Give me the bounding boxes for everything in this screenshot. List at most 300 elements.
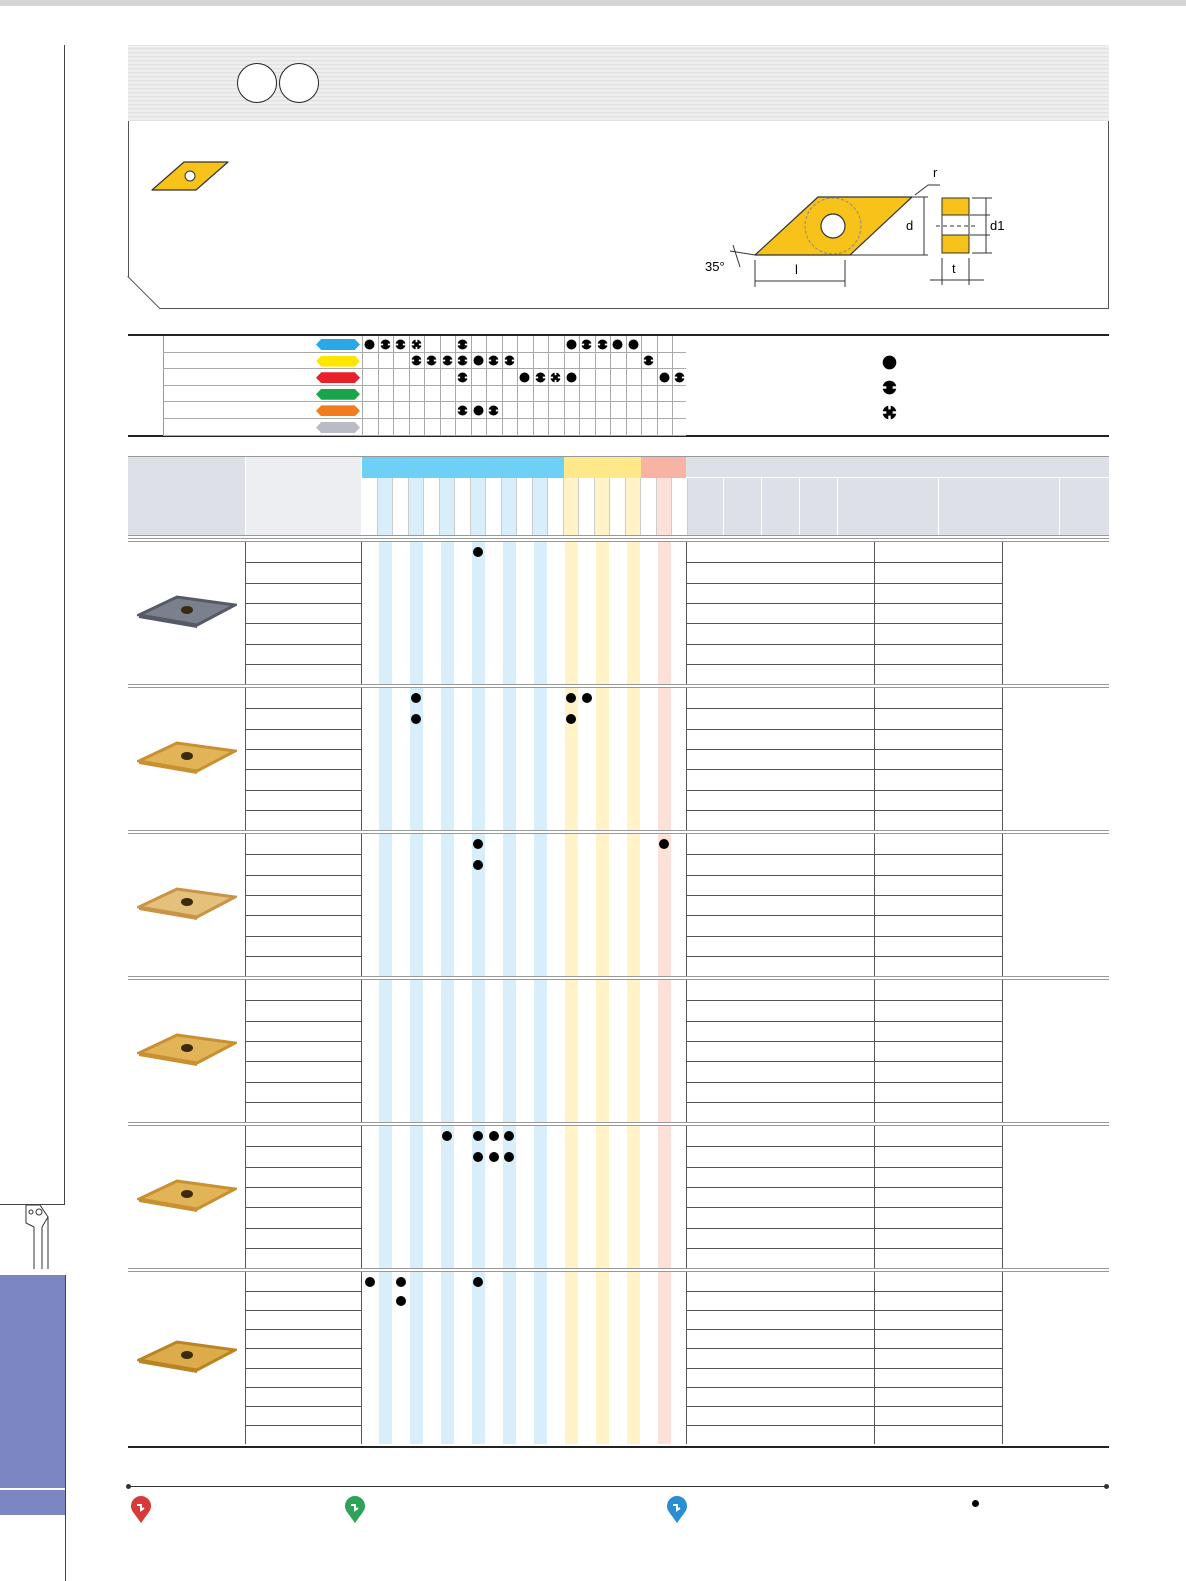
grade-column-stripe (534, 542, 548, 685)
table-row (245, 1021, 362, 1022)
group-top-rule-2 (128, 1271, 1109, 1272)
group-top-rule-2 (128, 1125, 1109, 1126)
blue-arrow-pin-icon (666, 1496, 688, 1524)
grade-column-stripe (534, 834, 548, 977)
grade-group-bar (362, 457, 564, 478)
table-row (245, 1387, 362, 1388)
grade-column-stripe (658, 1272, 672, 1444)
workpiece-color-tag (316, 422, 360, 433)
legend-grid-line (502, 336, 503, 435)
table-row (686, 915, 1002, 916)
grade-column-stripe (596, 688, 610, 831)
grade-column-stripe (441, 542, 455, 685)
filled-circle-icon (882, 355, 897, 370)
table-row (686, 1329, 1002, 1330)
split-circle-icon (395, 339, 406, 350)
table-row (245, 1310, 362, 1311)
footer-rule-start (126, 1484, 131, 1489)
label-d1: d1 (990, 218, 1005, 233)
table-row (245, 1000, 362, 1001)
grade-column-header (579, 478, 595, 535)
table-row (686, 583, 1002, 584)
split-circle-icon (411, 355, 422, 366)
filled-circle-icon (473, 355, 484, 366)
table-header-bottom-rule (128, 535, 1109, 536)
grade-column-stripe (472, 1126, 486, 1269)
dims-col-divider (686, 1126, 687, 1269)
table-row (686, 1102, 1002, 1103)
dims-col-divider (686, 688, 687, 831)
grade-column-stripe (410, 1272, 424, 1444)
grade-column-stripe (441, 688, 455, 831)
legend-grid-line (579, 336, 580, 435)
right-col-divider (1002, 980, 1003, 1123)
grade-column-header (486, 478, 502, 535)
right-col-divider (1002, 1126, 1003, 1269)
grade-column-stripe (503, 542, 517, 685)
grade-availability-dot (396, 1296, 406, 1306)
filled-circle-icon (473, 405, 484, 416)
grade-column-stripe (627, 980, 641, 1123)
right-col-divider (1002, 834, 1003, 977)
table-row (686, 875, 1002, 876)
grade-column-stripe (596, 542, 610, 685)
table-row (245, 1207, 362, 1208)
table-row (245, 1228, 362, 1229)
grade-availability-dot (489, 1131, 499, 1141)
grade-column-header (424, 478, 440, 535)
top-bar (0, 0, 1186, 6)
grade-column-stripe (658, 980, 672, 1123)
grade-column-header (378, 478, 394, 535)
grade-column-stripe (627, 542, 641, 685)
grade-availability-dot (504, 1152, 514, 1162)
grade-column-header (626, 478, 642, 535)
grade-column-header (440, 478, 456, 535)
grade-col-divider (361, 834, 362, 977)
table-row (245, 729, 362, 730)
table-header-right (1002, 457, 1109, 535)
cross-circle-icon (411, 339, 422, 350)
grade-column-stripe (503, 1272, 517, 1444)
table-row (686, 1348, 1002, 1349)
grade-column-header (502, 478, 518, 535)
grade-column-stripe (627, 688, 641, 831)
grade-availability-dot (396, 1277, 406, 1287)
grade-column-stripe (534, 688, 548, 831)
left-rule (65, 1275, 66, 1581)
table-row (245, 664, 362, 665)
grade-column-stripe (441, 834, 455, 977)
table-row (245, 854, 362, 855)
dim-col-divider (723, 478, 724, 535)
grade-column-stripe (472, 834, 486, 977)
grade-availability-dot (365, 1277, 375, 1287)
legend-grid-line (548, 336, 549, 435)
code-col-divider (245, 1272, 246, 1444)
split-circle-icon (674, 372, 685, 383)
grade-column-stripe (379, 688, 393, 831)
extra-col-divider (874, 688, 875, 831)
table-row (686, 895, 1002, 896)
legend-grid-line (471, 336, 472, 435)
grade-column-stripe (658, 542, 672, 685)
split-circle-icon (457, 405, 468, 416)
legend-grid-line (378, 336, 379, 435)
split-circle-icon (426, 355, 437, 366)
table-row (686, 1021, 1002, 1022)
grade-column-stripe (565, 1272, 579, 1444)
label-angle: 35° (705, 259, 725, 274)
legend-grid-line (424, 336, 425, 435)
insert-photo (137, 593, 237, 629)
legend-grid-line (486, 336, 487, 435)
grade-column-stripe (596, 834, 610, 977)
grade-column-stripe (379, 834, 393, 977)
grade-column-header (409, 478, 425, 535)
label-r: r (933, 165, 938, 180)
insert-photo (137, 885, 237, 921)
grade-column-stripe (534, 1126, 548, 1269)
grade-group-bar (641, 457, 688, 478)
table-row (686, 1082, 1002, 1083)
split-circle-icon (488, 355, 499, 366)
table-row (245, 769, 362, 770)
table-row (686, 1000, 1002, 1001)
grade-column-stripe (410, 834, 424, 977)
code-col-divider (245, 834, 246, 977)
legend-grid-line (657, 336, 658, 435)
workpiece-color-tag (316, 405, 360, 416)
table-row (245, 956, 362, 957)
label-t: t (952, 261, 956, 276)
workpiece-color-tag (316, 389, 360, 400)
grade-column-stripe (379, 980, 393, 1123)
table-row (245, 623, 362, 624)
cross-circle-icon (882, 405, 897, 420)
grade-col-divider (361, 1126, 362, 1269)
table-row (686, 1248, 1002, 1249)
insert-dimension-diagram (700, 165, 1030, 290)
table-row (686, 1146, 1002, 1147)
filled-circle-icon (612, 339, 623, 350)
header-divider (245, 457, 246, 535)
legend-grid-line (564, 336, 565, 435)
workpiece-color-tag (316, 372, 360, 383)
insert-photo (137, 1031, 237, 1067)
grade-column-stripe (534, 1272, 548, 1444)
group-top-rule-2 (128, 833, 1109, 834)
grade-column-header (548, 478, 564, 535)
right-col-divider (1059, 478, 1060, 535)
table-row (686, 623, 1002, 624)
grade-availability-dot (473, 860, 483, 870)
grade-column-stripe (565, 980, 579, 1123)
table-row (686, 644, 1002, 645)
extra-col-divider (874, 542, 875, 685)
footer-rule-end (1104, 1484, 1109, 1489)
table-row (686, 790, 1002, 791)
grade-column-stripe (410, 688, 424, 831)
insert-photo (137, 739, 237, 775)
grade-availability-dot (411, 714, 421, 724)
table-row (686, 1187, 1002, 1188)
filled-circle-icon (628, 339, 639, 350)
group-top-rule (128, 976, 1109, 977)
grade-column-header (533, 478, 549, 535)
dim-col-divider (837, 478, 838, 535)
table-row (686, 1291, 1002, 1292)
split-circle-icon (597, 339, 608, 350)
table-row (686, 810, 1002, 811)
table-top-rule (128, 456, 1109, 457)
table-row (686, 1167, 1002, 1168)
table-row (245, 1425, 362, 1426)
grade-column-stripe (565, 834, 579, 977)
right-col-divider (1002, 1272, 1003, 1444)
split-circle-icon (882, 380, 897, 395)
grade-column-header (595, 478, 611, 535)
section-tab[interactable] (0, 1275, 66, 1515)
grade-column-stripe (503, 1126, 517, 1269)
insert-shape-icon (150, 160, 232, 194)
table-row (245, 1187, 362, 1188)
dim-col-divider (761, 478, 762, 535)
table-row (245, 1041, 362, 1042)
table-row (686, 603, 1002, 604)
table-row (686, 769, 1002, 770)
split-circle-icon (643, 355, 654, 366)
extra-col-divider (874, 834, 875, 977)
table-row (245, 875, 362, 876)
grade-column-stripe (596, 1272, 610, 1444)
legend-grid-line (672, 336, 673, 435)
legend-grid-line (393, 336, 394, 435)
legend-grid-line (610, 336, 611, 435)
grade-column-stripe (534, 980, 548, 1123)
table-bottom-rule (128, 1446, 1109, 1448)
grade-col-divider (361, 542, 362, 685)
red-arrow-pin-icon (130, 1496, 152, 1524)
grade-column-stripe (596, 980, 610, 1123)
group-top-rule (128, 684, 1109, 685)
footer-rule (128, 1486, 1109, 1487)
split-circle-icon (488, 405, 499, 416)
grade-column-stripe (627, 1126, 641, 1269)
grade-column-stripe (379, 1126, 393, 1269)
table-row (686, 1368, 1002, 1369)
table-row (245, 644, 362, 645)
workpiece-color-tag (316, 339, 360, 350)
table-row (686, 1387, 1002, 1388)
grade-column-stripe (596, 1126, 610, 1269)
grade-column-header (362, 478, 378, 535)
table-row (245, 749, 362, 750)
table-row (686, 708, 1002, 709)
grade-column-header (641, 478, 657, 535)
group-top-rule (128, 538, 1109, 539)
group-top-rule-2 (128, 687, 1109, 688)
label-d: d (906, 218, 914, 233)
right-col-divider (1002, 688, 1003, 831)
table-row (686, 1061, 1002, 1062)
grade-column-stripe (441, 1272, 455, 1444)
grade-column-header (657, 478, 673, 535)
grade-column-stripe (503, 980, 517, 1123)
grade-column-stripe (503, 688, 517, 831)
legend-grid-line (533, 336, 534, 435)
dim-col-divider (799, 478, 800, 535)
group-top-rule-2 (128, 979, 1109, 980)
grade-column-stripe (627, 1272, 641, 1444)
table-row (686, 936, 1002, 937)
grade-column-stripe (658, 1126, 672, 1269)
table-row (245, 1248, 362, 1249)
dot-icon (972, 1500, 979, 1507)
table-row (245, 1291, 362, 1292)
split-circle-icon (457, 355, 468, 366)
grade-availability-dot (489, 1152, 499, 1162)
grade-column-stripe (565, 1126, 579, 1269)
grade-column-header (517, 478, 533, 535)
table-row (245, 1406, 362, 1407)
legend-grid-line (362, 336, 363, 435)
grade-column-stripe (658, 834, 672, 977)
table-row (245, 562, 362, 563)
right-col-divider (1002, 542, 1003, 685)
grade-col-divider (361, 980, 362, 1123)
code-col-divider (245, 980, 246, 1123)
extra-col-divider (874, 980, 875, 1123)
legend-grid-line (626, 336, 627, 435)
legend-grid-line (455, 336, 456, 435)
filled-circle-icon (566, 339, 577, 350)
grade-column-stripe (503, 834, 517, 977)
legend-grid-line (409, 336, 410, 435)
grade-column-stripe (472, 980, 486, 1123)
filled-circle-icon (364, 339, 375, 350)
extra-col-divider (874, 1126, 875, 1269)
header-circle-2 (279, 63, 319, 103)
grade-column-header (471, 478, 487, 535)
grade-availability-dot (582, 693, 592, 703)
grade-column-header (564, 478, 580, 535)
table-row (686, 1310, 1002, 1311)
grade-column-header (672, 478, 688, 535)
table-row (245, 790, 362, 791)
table-row (245, 708, 362, 709)
split-circle-icon (581, 339, 592, 350)
split-circle-icon (504, 355, 515, 366)
grade-column-stripe (472, 1272, 486, 1444)
legend-grid-line (440, 336, 441, 435)
grade-column-header (455, 478, 471, 535)
grade-column-stripe (658, 688, 672, 831)
green-arrow-pin-icon (344, 1496, 366, 1524)
table-row (245, 1368, 362, 1369)
insert-photo (137, 1338, 237, 1374)
grade-column-stripe (410, 542, 424, 685)
table-row (245, 1329, 362, 1330)
split-circle-icon (380, 339, 391, 350)
workpiece-color-tag (316, 356, 360, 367)
grade-column-stripe (410, 980, 424, 1123)
grade-column-stripe (410, 1126, 424, 1269)
grade-column-stripe (565, 688, 579, 831)
grade-col-divider (361, 688, 362, 831)
code-col-divider (245, 1126, 246, 1269)
table-row (686, 749, 1002, 750)
grade-group-bar (564, 457, 641, 478)
cross-circle-icon (550, 372, 561, 383)
table-row (245, 1348, 362, 1349)
filled-circle-icon (519, 372, 530, 383)
dims-col-divider (686, 980, 687, 1123)
split-circle-icon (457, 372, 468, 383)
table-row (245, 810, 362, 811)
table-header-left (128, 457, 245, 535)
legend-grid-line (517, 336, 518, 435)
grade-availability-dot (473, 1277, 483, 1287)
group-top-rule (128, 830, 1109, 831)
code-col-divider (245, 542, 246, 685)
table-row (245, 1061, 362, 1062)
grade-col-divider (361, 1272, 362, 1444)
grade-column-stripe (627, 834, 641, 977)
grade-availability-dot (566, 714, 576, 724)
group-top-rule (128, 1268, 1109, 1269)
extra-col-divider (938, 478, 939, 535)
table-row (686, 729, 1002, 730)
table-row (686, 956, 1002, 957)
table-row (245, 603, 362, 604)
table-row (686, 562, 1002, 563)
table-row (245, 1102, 362, 1103)
grade-column-stripe (472, 688, 486, 831)
table-row (245, 583, 362, 584)
grade-column-header (393, 478, 409, 535)
dims-col-divider (686, 1272, 687, 1444)
table-row (245, 1146, 362, 1147)
table-row (686, 1406, 1002, 1407)
group-top-rule-2 (128, 541, 1109, 542)
section-tab-divider (0, 1488, 66, 1490)
dims-col-divider (686, 542, 687, 685)
left-frame (0, 45, 65, 1205)
table-row (245, 936, 362, 937)
extra-col-divider (874, 1272, 875, 1444)
grade-column-stripe (565, 542, 579, 685)
table-row (245, 1082, 362, 1083)
tool-holder-icon (22, 1203, 56, 1271)
table-row (686, 664, 1002, 665)
table-row (245, 1167, 362, 1168)
grade-availability-dot (473, 1152, 483, 1162)
subheader-rule (686, 477, 1109, 478)
split-circle-icon (442, 355, 453, 366)
grade-column-stripe (441, 1126, 455, 1269)
table-row (245, 915, 362, 916)
table-row (245, 895, 362, 896)
grade-column-stripe (472, 542, 486, 685)
table-header-code (245, 457, 362, 535)
filled-circle-icon (659, 372, 670, 383)
group-top-rule (128, 1122, 1109, 1123)
legend-grid-line (641, 336, 642, 435)
label-l: l (795, 262, 798, 277)
filled-circle-icon (566, 372, 577, 383)
dims-col-divider (686, 834, 687, 977)
